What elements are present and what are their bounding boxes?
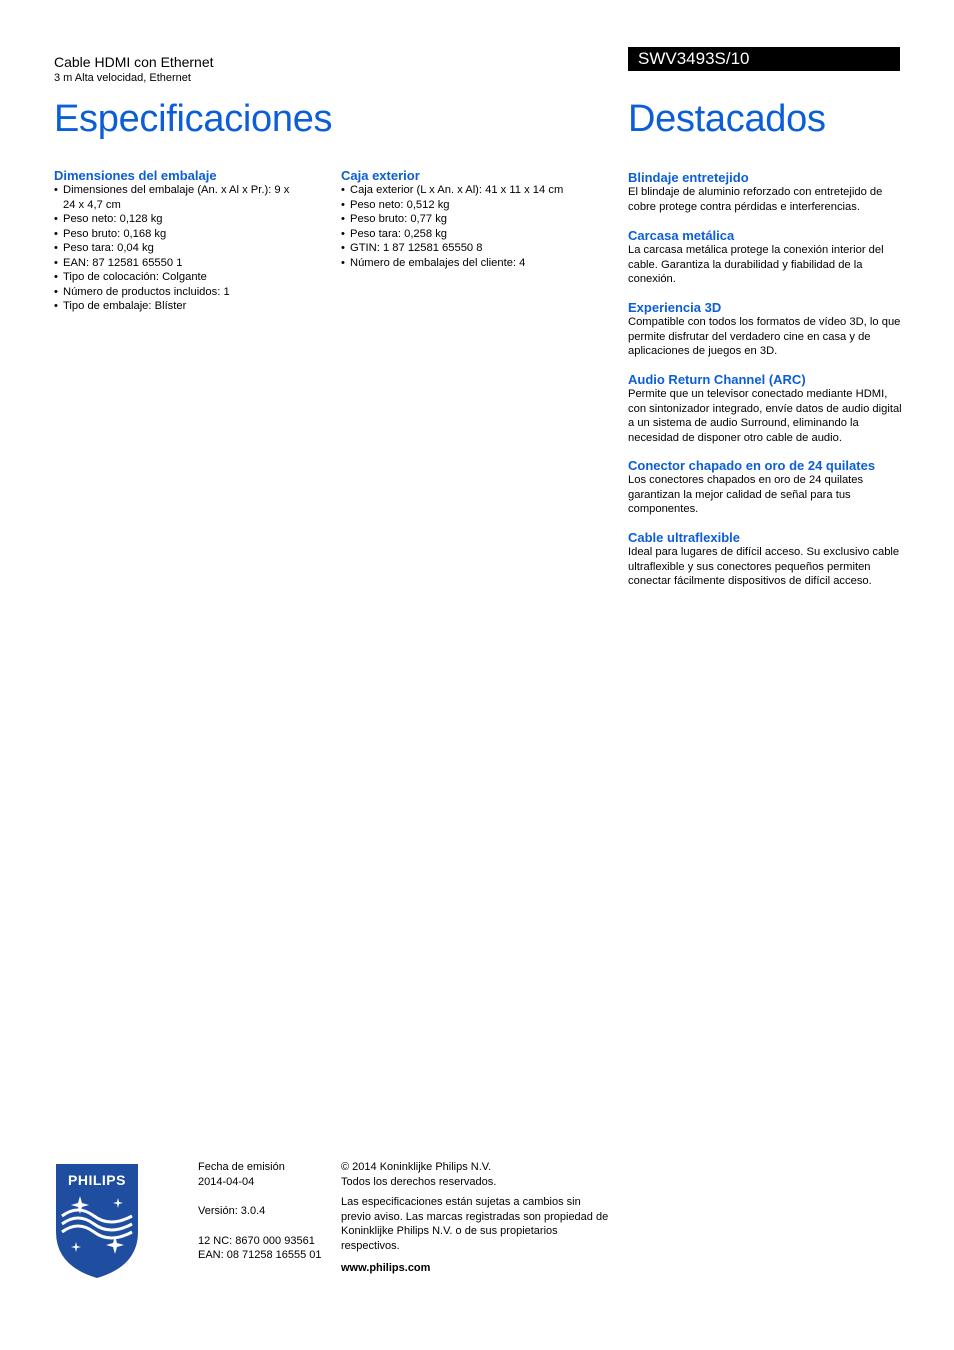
nc-number: 12 NC: 8670 000 93561	[198, 1234, 315, 1247]
rights: Todos los derechos reservados.	[341, 1175, 497, 1188]
highlight-text: Compatible con todos los formatos de vídeo 3D, lo que permite disfrutar del verdadero cine en casa y de aplicaciones de juegos en 3D.	[628, 316, 901, 357]
spec-item: • Dimensiones del embalaje (An. x Al x Pr.): 9 x 24 x 4,7 cm	[54, 183, 304, 212]
spec-item: • Caja exterior (L x An. x Al): 41 x 11 x 14 cm	[341, 183, 601, 198]
spec-item: • Número de embalajes del cliente: 4	[341, 256, 601, 271]
spec-section-outer-box	[341, 168, 601, 270]
version: Versión: 3.0.4	[198, 1205, 266, 1217]
spec-item: • Peso neto: 0,128 kg	[54, 212, 304, 227]
highlight-item	[628, 228, 903, 287]
spec-section-title: Caja exterior	[341, 168, 420, 183]
highlight-title: Blindaje entretejido	[628, 170, 749, 185]
product-title: Cable HDMI con Ethernet	[54, 54, 214, 70]
highlight-text: Los conectores chapados en oro de 24 quilates garantizan la mejor calidad de señal para tus componentes.	[628, 474, 864, 515]
highlight-title: Carcasa metálica	[628, 228, 735, 243]
spec-item: • Peso tara: 0,258 kg	[341, 227, 601, 242]
spec-item: • GTIN: 1 87 12581 65550 8	[341, 241, 601, 256]
spec-section-title: Dimensiones del embalaje	[54, 168, 217, 183]
highlight-text: Ideal para lugares de difícil acceso. Su exclusivo cable ultraflexible y sus conectores pequeños permiten conectar fácilmente dispositivos de difícil acceso.	[628, 546, 900, 587]
spec-item: • Tipo de colocación: Colgante	[54, 270, 304, 285]
product-subtitle: 3 m Alta velocidad, Ethernet	[54, 72, 191, 84]
footer-issue-info	[198, 1160, 328, 1263]
highlight-text: El blindaje de aluminio reforzado con entretejido de cobre protege contra pérdidas e interferencias.	[628, 186, 883, 213]
highlights-heading: Destacados	[628, 98, 826, 140]
spec-item: • Peso bruto: 0,77 kg	[341, 212, 601, 227]
copyright: © 2014 Koninklijke Philips N.V.	[341, 1161, 492, 1173]
highlight-text: La carcasa metálica protege la conexión interior del cable. Garantiza la durabilidad y fiabilidad de la conexión.	[628, 244, 884, 285]
highlight-text: Permite que un televisor conectado mediante HDMI, con sintonizador integrado, envíe datos de audio digital a un sistema de audio Surround, eliminando la necesidad de disponer otro cable de audio.	[628, 388, 902, 444]
philips-logo	[54, 1162, 140, 1280]
spec-item: • EAN: 87 12581 65550 1	[54, 256, 304, 271]
spec-item: • Tipo de embalaje: Blíster	[54, 299, 304, 314]
philips-shield-icon	[54, 1162, 140, 1280]
spec-item: • Peso tara: 0,04 kg	[54, 241, 304, 256]
spec-item: • Peso bruto: 0,168 kg	[54, 227, 304, 242]
spec-list	[54, 183, 304, 314]
highlight-title: Experiencia 3D	[628, 300, 722, 315]
logo-wordmark: PHILIPS	[68, 1172, 126, 1188]
highlight-item	[628, 372, 903, 445]
spec-section-packaging	[54, 168, 304, 314]
highlight-item	[628, 170, 903, 214]
highlight-title: Audio Return Channel (ARC)	[628, 372, 806, 387]
website-link[interactable]: www.philips.com	[341, 1262, 431, 1274]
footer-legal	[341, 1160, 611, 1276]
highlight-title: Cable ultraflexible	[628, 530, 740, 545]
model-number-bar: SWV3493S/10	[628, 47, 900, 71]
issue-label: Fecha de emisión	[198, 1161, 285, 1173]
highlight-item	[628, 300, 903, 359]
ean-number: EAN: 08 71258 16555 01	[198, 1249, 322, 1261]
spec-item: • Número de productos incluidos: 1	[54, 285, 304, 300]
disclaimer: Las especificaciones están sujetas a cambios sin previo aviso. Las marcas registradas son propiedad de Koninklijke Philips N.V. o de sus propietarios respectivos.	[341, 1196, 609, 1252]
specifications-heading: Especificaciones	[54, 98, 333, 140]
spec-list	[341, 183, 601, 270]
highlight-item	[628, 458, 903, 517]
spec-item: • Peso neto: 0,512 kg	[341, 198, 601, 213]
highlight-item	[628, 530, 903, 589]
highlight-title: Conector chapado en oro de 24 quilates	[628, 458, 876, 473]
issue-date: 2014-04-04	[198, 1175, 255, 1188]
